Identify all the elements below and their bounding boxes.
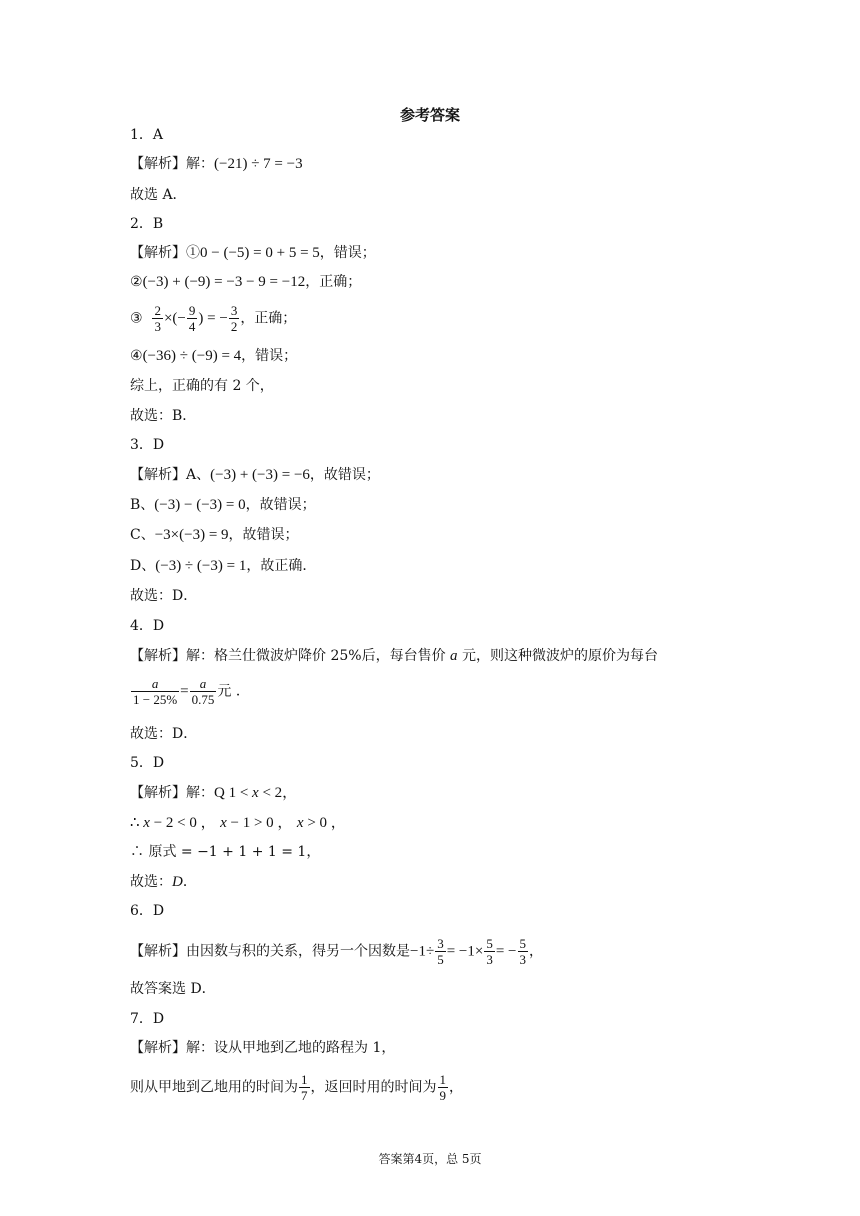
q2-item-1 bbox=[130, 244, 376, 262]
q2-number: 2．B bbox=[130, 216, 164, 232]
math-expr: (−3) ÷ (−3) = 1 bbox=[155, 558, 247, 574]
fraction-denominator: 5 bbox=[437, 952, 444, 967]
q6-number: 6．D bbox=[130, 903, 165, 919]
fraction bbox=[131, 676, 179, 707]
q2-item-2 bbox=[130, 273, 361, 291]
fraction-numerator: 5 bbox=[519, 936, 527, 951]
text: ， bbox=[449, 1079, 463, 1096]
math-text: ×(− bbox=[163, 310, 186, 327]
math-var: a bbox=[450, 648, 458, 664]
math-text: ∴ 原式 = −1 + 1 + 1 = 1， bbox=[130, 844, 321, 860]
fraction-denominator: 2 bbox=[230, 319, 238, 334]
q4-conclusion: 故选：D． bbox=[130, 726, 198, 742]
option-result: ，故错误； bbox=[309, 467, 380, 483]
q4-number: 4．D bbox=[130, 618, 165, 634]
fraction bbox=[229, 303, 240, 334]
q4-formula bbox=[130, 676, 250, 707]
math-text: = − bbox=[495, 943, 517, 960]
q3-conclusion: 故选：D． bbox=[130, 588, 198, 604]
q2-item1-result: ，错误； bbox=[319, 245, 376, 261]
math-text: Q 1 < bbox=[214, 785, 253, 801]
fraction bbox=[518, 936, 529, 967]
fraction bbox=[299, 1072, 310, 1103]
fraction-denominator: 3 bbox=[519, 952, 527, 967]
fraction-numerator: a bbox=[190, 676, 217, 692]
math-text: − 2 < 0 ， bbox=[149, 815, 216, 831]
fraction-denominator: 7 bbox=[301, 1088, 308, 1103]
q2-item2-mark: ② bbox=[130, 274, 143, 290]
q2-item4-expr: (−36) ÷ (−9) = 4 bbox=[142, 348, 242, 364]
q5-because bbox=[130, 784, 297, 802]
q1-jiexi: 【解析】解： bbox=[130, 156, 214, 172]
fraction bbox=[190, 676, 217, 707]
math-text: ) = − bbox=[198, 310, 228, 327]
q2-item-4 bbox=[130, 347, 297, 365]
q5-therefore-2 bbox=[130, 843, 320, 861]
fraction-numerator: 5 bbox=[486, 936, 493, 951]
q4-solution bbox=[130, 647, 658, 665]
fraction-numerator: a bbox=[131, 676, 179, 692]
text: 【解析】由因数与积的关系，得另一个因数是 bbox=[130, 943, 410, 960]
text: 元，则这种微波炉的原价为每台 bbox=[457, 648, 658, 664]
q2-item2-result: ，正确； bbox=[305, 274, 362, 290]
q3-option-d bbox=[130, 557, 316, 575]
text: 故选： bbox=[130, 874, 172, 890]
q5-conclusion bbox=[130, 873, 197, 891]
fraction bbox=[435, 936, 446, 967]
q1-expr: (−21) ÷ 7 = −3 bbox=[214, 156, 303, 172]
option-label: D、 bbox=[130, 558, 156, 574]
fraction-numerator: 1 bbox=[439, 1072, 446, 1087]
option-result: ，故正确． bbox=[246, 558, 317, 574]
fraction bbox=[438, 1072, 449, 1103]
q2-conclusion: 故选：B． bbox=[130, 408, 197, 424]
text: ，返回时用的时间为 bbox=[310, 1079, 437, 1096]
fraction-numerator: 2 bbox=[154, 303, 161, 318]
q5-number: 5．D bbox=[130, 755, 165, 771]
q2-item3-result: ，正确； bbox=[240, 310, 297, 327]
q2-item2-expr: (−3) + (−9) = −3 − 9 = −12 bbox=[142, 274, 306, 290]
q3-jiexi: 【解析】 bbox=[130, 467, 186, 483]
q2-item4-mark: ④ bbox=[130, 348, 143, 364]
math-var: x bbox=[143, 815, 150, 831]
option-label: A、 bbox=[186, 467, 211, 483]
math-var: D bbox=[172, 874, 183, 890]
q7-line-2 bbox=[130, 1072, 463, 1103]
text: 【解析】解：格兰仕微波炉降价 25%后，每台售价 bbox=[130, 648, 451, 664]
fraction-numerator: 3 bbox=[437, 936, 444, 951]
q5-therefore-1 bbox=[130, 814, 346, 832]
q3-number: 3．D bbox=[130, 437, 165, 453]
q2-item-3 bbox=[130, 303, 296, 334]
q7-line-1: 【解析】解：设从甲地到乙地的路程为 1， bbox=[130, 1040, 396, 1056]
q5-jiexi: 【解析】解： bbox=[130, 785, 214, 801]
q2-jiexi: 【解析】 bbox=[130, 245, 186, 261]
math-text: < 2， bbox=[258, 785, 298, 801]
math-text: − 1 > 0 ， bbox=[226, 815, 293, 831]
math-text: −1÷ bbox=[410, 943, 435, 960]
fraction bbox=[484, 936, 495, 967]
fraction-numerator: 9 bbox=[188, 303, 196, 318]
math-text: = bbox=[180, 683, 189, 700]
q2-item1-mark: ① bbox=[186, 245, 200, 261]
q1-number: 1．A bbox=[130, 127, 164, 143]
fraction-denominator: 3 bbox=[154, 319, 161, 334]
fraction-denominator: 0.75 bbox=[191, 692, 215, 707]
math-text: > 0 ， bbox=[303, 815, 346, 831]
q2-summary: 综上，正确的有 2 个， bbox=[130, 378, 274, 394]
fraction-numerator: 3 bbox=[230, 303, 238, 318]
fraction-denominator: 3 bbox=[486, 952, 493, 967]
math-expr: −3×(−3) = 9 bbox=[154, 527, 229, 543]
text: ． bbox=[182, 874, 197, 890]
option-result: ，故错误； bbox=[245, 497, 316, 513]
page-footer: 答案第4页，总 5页 bbox=[378, 1152, 482, 1166]
math-expr: (−3) + (−3) = −6 bbox=[210, 467, 310, 483]
option-label: B、 bbox=[130, 497, 155, 513]
q6-solution bbox=[130, 936, 543, 967]
q3-option-a bbox=[130, 466, 380, 484]
text: ， bbox=[529, 943, 544, 960]
q7-number: 7．D bbox=[130, 1011, 165, 1027]
fraction-denominator: 9 bbox=[439, 1088, 446, 1103]
option-label: C、 bbox=[130, 527, 155, 543]
q2-item3-mark: ③ bbox=[130, 310, 143, 327]
math-var: x bbox=[252, 785, 259, 801]
math-expr: (−3) − (−3) = 0 bbox=[154, 497, 246, 513]
q3-option-c bbox=[130, 526, 299, 544]
math-var: x bbox=[220, 815, 227, 831]
page-title: 参考答案 bbox=[399, 106, 460, 124]
fraction-denominator: 4 bbox=[188, 319, 196, 334]
fraction bbox=[152, 303, 163, 334]
q3-option-b bbox=[130, 496, 316, 514]
math-text: ∴ bbox=[130, 815, 144, 831]
text: 元 ． bbox=[217, 683, 250, 700]
math-var: x bbox=[296, 815, 304, 831]
text: 则从甲地到乙地用的时间为 bbox=[130, 1079, 298, 1096]
q6-conclusion: 故答案选 D． bbox=[130, 981, 216, 997]
q1-solution bbox=[130, 155, 303, 173]
fraction bbox=[187, 303, 198, 334]
q2-item1-expr: 0 − (−5) = 0 + 5 = 5 bbox=[200, 245, 320, 261]
math-text: = −1× bbox=[446, 943, 484, 960]
fraction-numerator: 1 bbox=[301, 1072, 308, 1087]
fraction-denominator: 1 − 25% bbox=[133, 692, 178, 707]
q1-conclusion: 故选 A． bbox=[130, 187, 187, 203]
q2-item4-result: ，错误； bbox=[241, 348, 298, 364]
option-result: ，故错误； bbox=[228, 527, 299, 543]
